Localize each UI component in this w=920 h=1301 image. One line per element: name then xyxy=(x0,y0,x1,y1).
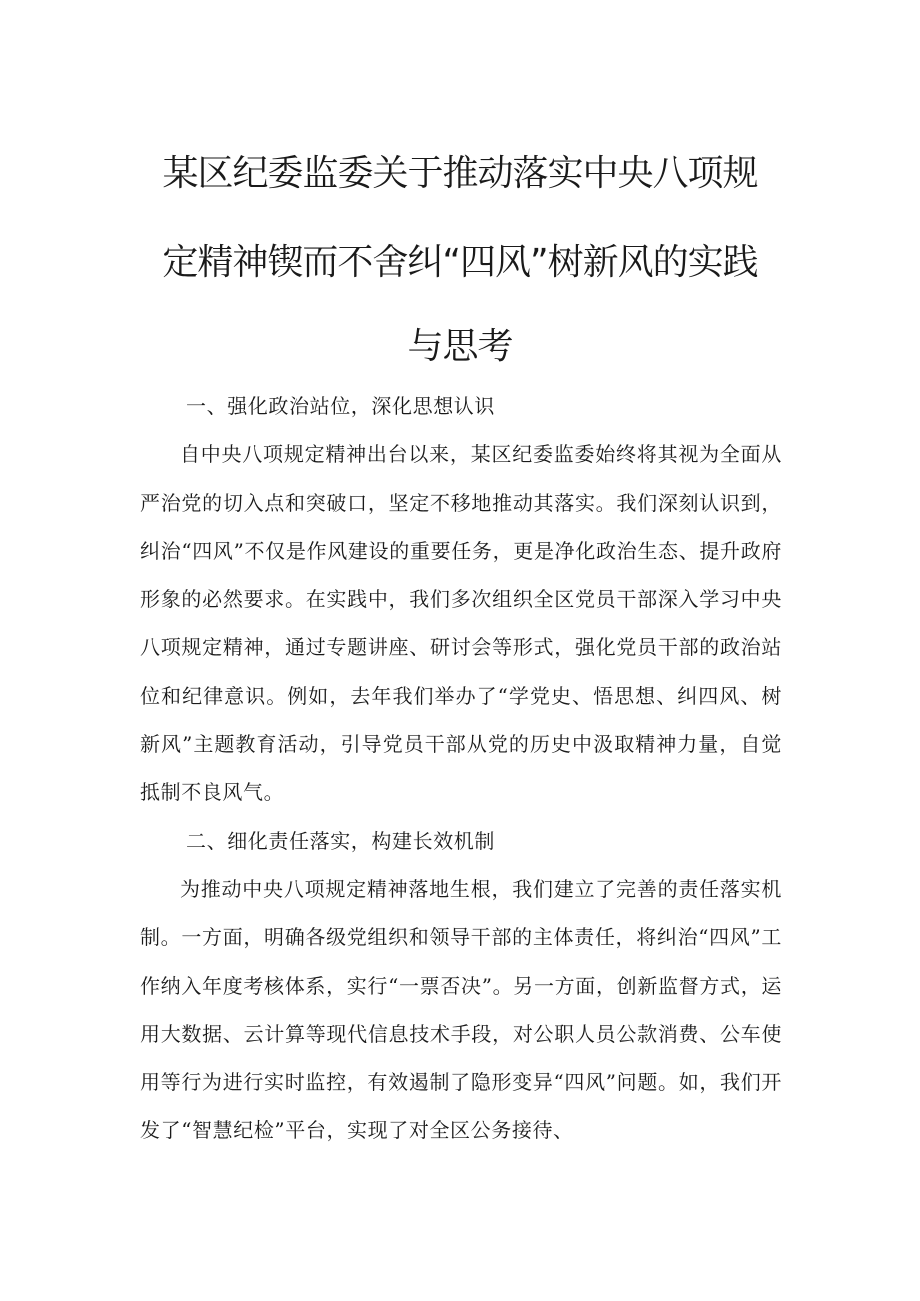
section-heading-2: 二、细化责任落实，构建长效机制 xyxy=(186,828,495,853)
section-heading-1: 一、强化政治站位，深化思想认识 xyxy=(186,394,495,418)
document-title-line-2: 定精神锲而不舍纠“四风”树新风的实践 xyxy=(162,242,758,283)
document-title-line-1: 某区纪委监委关于推动落实中央八项规 xyxy=(162,153,758,194)
document-title-line-3: 与思考 xyxy=(407,326,513,367)
document-body xyxy=(140,382,782,1155)
section-paragraph-2: 为推动中央八项规定精神落地生根，我们建立了完善的责任落实机制。一方面，明确各级党组织和领导干部的主体责任，将纠治“四风”工作纳入年度考核体系，实行“一票否决”。另一方面，创新监督方式，运用大数据、云计算等现代信息技术手段，对公职人员公款消费、公车使用等行为进行实时监控，有效遏制了隐形变异“四风”问题。如，我们开发了“智慧纪检”平台，实现了对全区公务接待、 xyxy=(140,876,782,1143)
section-paragraph-1: 自中央八项规定精神出台以来，某区纪委监委始终将其视为全面从严治党的切入点和突破口，坚定不移地推动其落实。我们深刻认识到，纠治“四风”不仅是作风建设的重要任务，更是净化政治生态、提升政府形象的必然要求。在实践中，我们多次组织全区党员干部深入学习中央八项规定精神，通过专题讲座、研讨会等形式，强化党员干部的政治站位和纪律意识。例如，去年我们举办了“学党史、悟思想、纠四风、树新风”主题教育活动，引导党员干部从党的历史中汲取精神力量，自觉抵制不良风气。 xyxy=(140,442,782,805)
